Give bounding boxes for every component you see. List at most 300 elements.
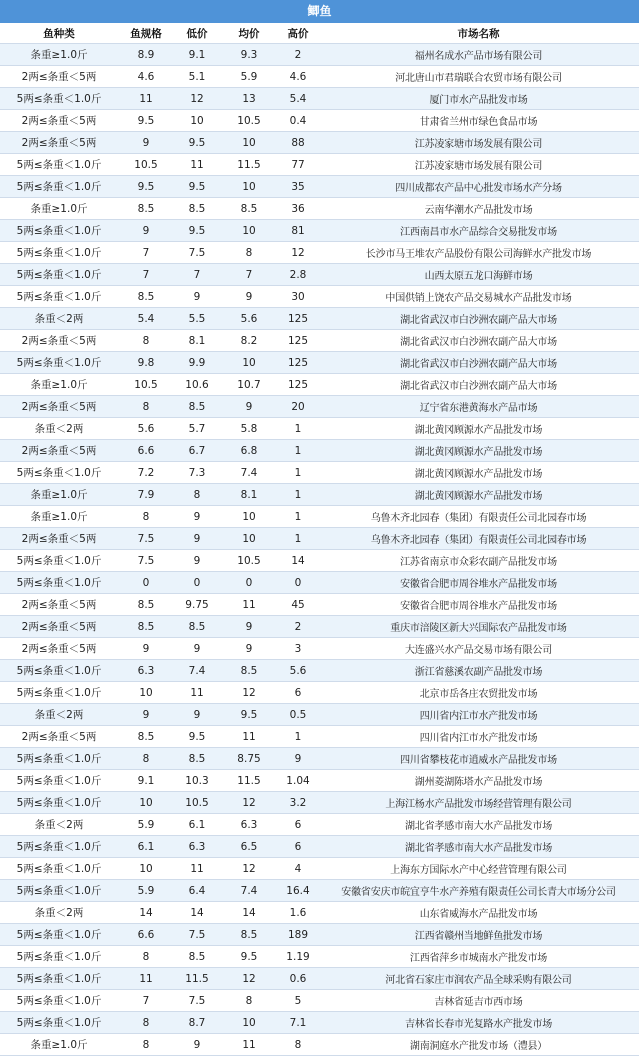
cell-market-name: 江苏省南京市众彩农副产品批发市场	[318, 550, 639, 572]
cell-avg-price: 8.1	[220, 484, 278, 506]
cell-high-price: 1	[278, 418, 318, 440]
cell-spec: 7.9	[118, 484, 174, 506]
cell-fish-type: 5两≤条重＜1.0斤	[0, 286, 118, 308]
cell-high-price: 125	[278, 330, 318, 352]
cell-fish-type: 5两≤条重＜1.0斤	[0, 88, 118, 110]
cell-low-price: 8.5	[174, 946, 220, 968]
cell-fish-type: 2两≤条重＜5两	[0, 396, 118, 418]
cell-avg-price: 9	[220, 638, 278, 660]
cell-high-price: 12	[278, 242, 318, 264]
table-row	[0, 660, 639, 682]
cell-high-price: 5	[278, 990, 318, 1012]
cell-fish-type: 条重≥1.0斤	[0, 1034, 118, 1056]
cell-avg-price: 10	[220, 1012, 278, 1034]
cell-avg-price: 14	[220, 902, 278, 924]
cell-fish-type: 条重＜2两	[0, 418, 118, 440]
cell-market-name: 湖北省武汉市白沙洲农副产品大市场	[318, 330, 639, 352]
header-market-name: 市场名称	[318, 23, 639, 44]
cell-low-price: 8	[174, 484, 220, 506]
cell-high-price: 4.6	[278, 66, 318, 88]
cell-high-price: 1	[278, 528, 318, 550]
cell-fish-type: 5两≤条重＜1.0斤	[0, 242, 118, 264]
cell-fish-type: 2两≤条重＜5两	[0, 528, 118, 550]
table-row	[0, 1034, 639, 1056]
cell-spec: 10.5	[118, 154, 174, 176]
cell-avg-price: 10.7	[220, 374, 278, 396]
cell-low-price: 8.5	[174, 748, 220, 770]
cell-fish-type: 5两≤条重＜1.0斤	[0, 748, 118, 770]
cell-low-price: 7.5	[174, 242, 220, 264]
cell-fish-type: 5两≤条重＜1.0斤	[0, 792, 118, 814]
cell-high-price: 36	[278, 198, 318, 220]
cell-market-name: 长沙市马王堆农产品股份有限公司海鲜水产批发市场	[318, 242, 639, 264]
cell-avg-price: 8	[220, 242, 278, 264]
cell-low-price: 12	[174, 88, 220, 110]
cell-market-name: 湖南洞庭水产批发市场（澧县）	[318, 1034, 639, 1056]
cell-market-name: 甘肃省兰州市绿色食品市场	[318, 110, 639, 132]
cell-spec: 8.5	[118, 594, 174, 616]
cell-spec: 9.1	[118, 770, 174, 792]
cell-high-price: 30	[278, 286, 318, 308]
cell-spec: 8	[118, 748, 174, 770]
cell-low-price: 11	[174, 682, 220, 704]
cell-low-price: 11	[174, 858, 220, 880]
table-row	[0, 198, 639, 220]
cell-spec: 11	[118, 88, 174, 110]
table-title: 鲫鱼	[0, 0, 639, 23]
header-high-price: 高价	[278, 23, 318, 44]
cell-low-price: 14	[174, 902, 220, 924]
cell-low-price: 6.1	[174, 814, 220, 836]
cell-market-name: 江西南昌市水产品综合交易批发市场	[318, 220, 639, 242]
cell-avg-price: 9.5	[220, 946, 278, 968]
cell-low-price: 9	[174, 1034, 220, 1056]
table-row	[0, 638, 639, 660]
cell-spec: 14	[118, 902, 174, 924]
table-row	[0, 506, 639, 528]
cell-avg-price: 10.5	[220, 550, 278, 572]
cell-avg-price: 9.3	[220, 44, 278, 66]
table-row	[0, 550, 639, 572]
cell-market-name: 辽宁省东港黄海水产品市场	[318, 396, 639, 418]
table-row	[0, 946, 639, 968]
cell-low-price: 11	[174, 154, 220, 176]
cell-market-name: 湖北黄冈顾源水产品批发市场	[318, 484, 639, 506]
cell-market-name: 四川省攀枝花市逍威水产品批发市场	[318, 748, 639, 770]
cell-avg-price: 9	[220, 286, 278, 308]
cell-spec: 5.9	[118, 814, 174, 836]
cell-fish-type: 5两≤条重＜1.0斤	[0, 660, 118, 682]
cell-spec: 8	[118, 1034, 174, 1056]
cell-high-price: 6	[278, 836, 318, 858]
cell-market-name: 湖北黄冈顾源水产品批发市场	[318, 418, 639, 440]
cell-fish-type: 5两≤条重＜1.0斤	[0, 462, 118, 484]
cell-high-price: 5.4	[278, 88, 318, 110]
cell-market-name: 上海江杨水产品批发市场经营管理有限公司	[318, 792, 639, 814]
cell-market-name: 安徽省合肥市周谷堆水产品批发市场	[318, 572, 639, 594]
cell-avg-price: 6.3	[220, 814, 278, 836]
cell-market-name: 江西省赣州当地鲜鱼批发市场	[318, 924, 639, 946]
table-row	[0, 902, 639, 924]
cell-market-name: 吉林省延吉市西市场	[318, 990, 639, 1012]
cell-fish-type: 5两≤条重＜1.0斤	[0, 770, 118, 792]
cell-avg-price: 11.5	[220, 154, 278, 176]
cell-fish-type: 5两≤条重＜1.0斤	[0, 946, 118, 968]
table-row	[0, 924, 639, 946]
cell-spec: 9	[118, 132, 174, 154]
cell-high-price: 4	[278, 858, 318, 880]
cell-avg-price: 5.8	[220, 418, 278, 440]
cell-avg-price: 9	[220, 616, 278, 638]
cell-low-price: 5.5	[174, 308, 220, 330]
cell-low-price: 7.5	[174, 924, 220, 946]
table-row	[0, 154, 639, 176]
cell-fish-type: 5两≤条重＜1.0斤	[0, 176, 118, 198]
cell-low-price: 9.75	[174, 594, 220, 616]
cell-spec: 7	[118, 990, 174, 1012]
cell-avg-price: 11	[220, 594, 278, 616]
table-row	[0, 858, 639, 880]
cell-market-name: 湖北黄冈顾源水产品批发市场	[318, 440, 639, 462]
table-row	[0, 418, 639, 440]
cell-low-price: 8.7	[174, 1012, 220, 1034]
table-row	[0, 792, 639, 814]
cell-fish-type: 2两≤条重＜5两	[0, 132, 118, 154]
cell-avg-price: 9.5	[220, 704, 278, 726]
cell-spec: 10	[118, 792, 174, 814]
cell-avg-price: 10	[220, 506, 278, 528]
cell-high-price: 0.4	[278, 110, 318, 132]
cell-low-price: 7.3	[174, 462, 220, 484]
cell-avg-price: 9	[220, 396, 278, 418]
cell-spec: 9.5	[118, 110, 174, 132]
cell-low-price: 5.1	[174, 66, 220, 88]
cell-spec: 8.5	[118, 616, 174, 638]
cell-fish-type: 2两≤条重＜5两	[0, 330, 118, 352]
cell-spec: 8.5	[118, 286, 174, 308]
table-row	[0, 308, 639, 330]
cell-high-price: 1	[278, 440, 318, 462]
cell-market-name: 山西太原五龙口海鲜市场	[318, 264, 639, 286]
cell-avg-price: 6.8	[220, 440, 278, 462]
table-row	[0, 286, 639, 308]
table-row	[0, 44, 639, 66]
cell-market-name: 安徽省合肥市周谷堆水产品批发市场	[318, 594, 639, 616]
cell-avg-price: 12	[220, 858, 278, 880]
cell-low-price: 9.5	[174, 220, 220, 242]
cell-high-price: 9	[278, 748, 318, 770]
cell-market-name: 河北省石家庄市润农产品全球采购有限公司	[318, 968, 639, 990]
cell-low-price: 6.3	[174, 836, 220, 858]
header-fish-type: 鱼种类	[0, 23, 118, 44]
cell-spec: 7	[118, 264, 174, 286]
cell-avg-price: 11	[220, 726, 278, 748]
cell-high-price: 16.4	[278, 880, 318, 902]
cell-fish-type: 5两≤条重＜1.0斤	[0, 880, 118, 902]
cell-spec: 9	[118, 220, 174, 242]
cell-avg-price: 13	[220, 88, 278, 110]
cell-spec: 10	[118, 858, 174, 880]
header-low-price: 低价	[174, 23, 220, 44]
cell-spec: 9.5	[118, 176, 174, 198]
table-row	[0, 968, 639, 990]
cell-fish-type: 5两≤条重＜1.0斤	[0, 924, 118, 946]
cell-fish-type: 5两≤条重＜1.0斤	[0, 858, 118, 880]
cell-high-price: 3.2	[278, 792, 318, 814]
cell-high-price: 5.6	[278, 660, 318, 682]
table-row	[0, 528, 639, 550]
table-row	[0, 374, 639, 396]
cell-low-price: 9.1	[174, 44, 220, 66]
cell-high-price: 1	[278, 462, 318, 484]
cell-market-name: 厦门市水产品批发市场	[318, 88, 639, 110]
cell-spec: 5.9	[118, 880, 174, 902]
cell-avg-price: 10	[220, 352, 278, 374]
cell-market-name: 湖北省孝感市南大水产品批发市场	[318, 836, 639, 858]
table-row	[0, 572, 639, 594]
cell-low-price: 9	[174, 528, 220, 550]
table-row	[0, 220, 639, 242]
table-row	[0, 66, 639, 88]
cell-high-price: 35	[278, 176, 318, 198]
cell-spec: 7.5	[118, 528, 174, 550]
table-row	[0, 396, 639, 418]
cell-market-name: 北京市岳各庄农贸批发市场	[318, 682, 639, 704]
cell-spec: 6.6	[118, 924, 174, 946]
cell-low-price: 10.5	[174, 792, 220, 814]
cell-fish-type: 5两≤条重＜1.0斤	[0, 682, 118, 704]
cell-high-price: 1	[278, 726, 318, 748]
cell-spec: 6.3	[118, 660, 174, 682]
cell-spec: 8	[118, 396, 174, 418]
cell-market-name: 湖北黄冈顾源水产品批发市场	[318, 462, 639, 484]
cell-high-price: 3	[278, 638, 318, 660]
table-row	[0, 462, 639, 484]
cell-spec: 7	[118, 242, 174, 264]
cell-spec: 11	[118, 968, 174, 990]
table-row	[0, 264, 639, 286]
table-row	[0, 748, 639, 770]
cell-fish-type: 5两≤条重＜1.0斤	[0, 154, 118, 176]
cell-avg-price: 5.6	[220, 308, 278, 330]
cell-avg-price: 11.5	[220, 770, 278, 792]
cell-spec: 6.1	[118, 836, 174, 858]
cell-low-price: 10.3	[174, 770, 220, 792]
cell-market-name: 山东省威海水产品批发市场	[318, 902, 639, 924]
cell-high-price: 88	[278, 132, 318, 154]
cell-fish-type: 条重≥1.0斤	[0, 484, 118, 506]
cell-avg-price: 12	[220, 968, 278, 990]
cell-fish-type: 条重＜2两	[0, 814, 118, 836]
cell-fish-type: 2两≤条重＜5两	[0, 594, 118, 616]
cell-spec: 10.5	[118, 374, 174, 396]
cell-market-name: 湖北省孝感市南大水产品批发市场	[318, 814, 639, 836]
cell-high-price: 1.04	[278, 770, 318, 792]
table-row	[0, 1012, 639, 1034]
cell-spec: 7.2	[118, 462, 174, 484]
table-body	[0, 44, 639, 1056]
table-row	[0, 814, 639, 836]
cell-spec: 9.8	[118, 352, 174, 374]
cell-fish-type: 5两≤条重＜1.0斤	[0, 836, 118, 858]
cell-fish-type: 5两≤条重＜1.0斤	[0, 220, 118, 242]
cell-spec: 8.5	[118, 726, 174, 748]
cell-avg-price: 7.4	[220, 880, 278, 902]
cell-high-price: 189	[278, 924, 318, 946]
cell-fish-type: 2两≤条重＜5两	[0, 440, 118, 462]
cell-market-name: 四川省内江市水产批发市场	[318, 726, 639, 748]
table-row	[0, 440, 639, 462]
price-table	[0, 23, 639, 1056]
cell-spec: 6.6	[118, 440, 174, 462]
cell-fish-type: 5两≤条重＜1.0斤	[0, 990, 118, 1012]
cell-avg-price: 10	[220, 132, 278, 154]
cell-high-price: 45	[278, 594, 318, 616]
cell-market-name: 湖北省武汉市白沙洲农副产品大市场	[318, 374, 639, 396]
cell-high-price: 0.5	[278, 704, 318, 726]
cell-market-name: 中国供销上饶农产品交易城水产品批发市场	[318, 286, 639, 308]
cell-low-price: 6.7	[174, 440, 220, 462]
cell-fish-type: 5两≤条重＜1.0斤	[0, 264, 118, 286]
cell-fish-type: 5两≤条重＜1.0斤	[0, 572, 118, 594]
table-row	[0, 616, 639, 638]
cell-fish-type: 5两≤条重＜1.0斤	[0, 968, 118, 990]
table-row	[0, 176, 639, 198]
cell-high-price: 20	[278, 396, 318, 418]
cell-high-price: 1.19	[278, 946, 318, 968]
cell-low-price: 8.1	[174, 330, 220, 352]
cell-low-price: 6.4	[174, 880, 220, 902]
cell-market-name: 吉林省长春市光复路水产批发市场	[318, 1012, 639, 1034]
table-row	[0, 770, 639, 792]
cell-market-name: 乌鲁木齐北园春（集团）有限责任公司北园春市场	[318, 528, 639, 550]
cell-high-price: 7.1	[278, 1012, 318, 1034]
cell-spec: 8	[118, 506, 174, 528]
cell-market-name: 湖北省武汉市白沙洲农副产品大市场	[318, 308, 639, 330]
cell-high-price: 77	[278, 154, 318, 176]
cell-avg-price: 8.5	[220, 198, 278, 220]
cell-high-price: 14	[278, 550, 318, 572]
cell-avg-price: 12	[220, 682, 278, 704]
cell-market-name: 重庆市涪陵区新大兴国际农产品批发市场	[318, 616, 639, 638]
cell-market-name: 湖北省武汉市白沙洲农副产品大市场	[318, 352, 639, 374]
table-row	[0, 990, 639, 1012]
cell-market-name: 江苏凌家塘市场发展有限公司	[318, 132, 639, 154]
cell-spec: 8.5	[118, 198, 174, 220]
cell-fish-type: 条重≥1.0斤	[0, 374, 118, 396]
table-row	[0, 726, 639, 748]
cell-fish-type: 条重＜2两	[0, 902, 118, 924]
table-row	[0, 484, 639, 506]
table-row	[0, 88, 639, 110]
header-avg-price: 均价	[220, 23, 278, 44]
cell-fish-type: 2两≤条重＜5两	[0, 616, 118, 638]
table-row	[0, 352, 639, 374]
cell-low-price: 5.7	[174, 418, 220, 440]
cell-low-price: 9	[174, 506, 220, 528]
cell-high-price: 6	[278, 814, 318, 836]
table-row	[0, 132, 639, 154]
cell-high-price: 1	[278, 506, 318, 528]
cell-high-price: 1.6	[278, 902, 318, 924]
cell-market-name: 福州名成水产品市场有限公司	[318, 44, 639, 66]
cell-high-price: 2	[278, 616, 318, 638]
header-row	[0, 23, 639, 44]
cell-spec: 8	[118, 946, 174, 968]
cell-market-name: 湖州菱湖陈塔水产品批发市场	[318, 770, 639, 792]
cell-low-price: 8.5	[174, 198, 220, 220]
cell-market-name: 四川成都农产品中心批发市场水产分场	[318, 176, 639, 198]
cell-high-price: 2	[278, 44, 318, 66]
cell-low-price: 8.5	[174, 616, 220, 638]
cell-market-name: 安徽省安庆市皖宜亨牛水产养殖有限责任公司长青大市场分公司	[318, 880, 639, 902]
cell-avg-price: 8.75	[220, 748, 278, 770]
cell-high-price: 2.8	[278, 264, 318, 286]
cell-spec: 0	[118, 572, 174, 594]
cell-avg-price: 10.5	[220, 110, 278, 132]
cell-fish-type: 条重≥1.0斤	[0, 506, 118, 528]
cell-spec: 10	[118, 682, 174, 704]
cell-low-price: 9	[174, 704, 220, 726]
table-row	[0, 242, 639, 264]
cell-fish-type: 5两≤条重＜1.0斤	[0, 550, 118, 572]
table-row	[0, 704, 639, 726]
cell-low-price: 9.5	[174, 176, 220, 198]
cell-high-price: 8	[278, 1034, 318, 1056]
cell-low-price: 9.5	[174, 726, 220, 748]
table-row	[0, 682, 639, 704]
cell-avg-price: 10	[220, 220, 278, 242]
cell-avg-price: 8.5	[220, 660, 278, 682]
table-row	[0, 110, 639, 132]
cell-avg-price: 10	[220, 176, 278, 198]
cell-avg-price: 5.9	[220, 66, 278, 88]
cell-fish-type: 2两≤条重＜5两	[0, 638, 118, 660]
cell-high-price: 6	[278, 682, 318, 704]
cell-avg-price: 6.5	[220, 836, 278, 858]
cell-low-price: 9	[174, 286, 220, 308]
cell-low-price: 7.4	[174, 660, 220, 682]
cell-fish-type: 条重＜2两	[0, 704, 118, 726]
cell-avg-price: 12	[220, 792, 278, 814]
cell-spec: 8	[118, 1012, 174, 1034]
cell-low-price: 9	[174, 638, 220, 660]
cell-market-name: 浙江省慈溪农副产品批发市场	[318, 660, 639, 682]
cell-fish-type: 条重≥1.0斤	[0, 44, 118, 66]
cell-fish-type: 2两≤条重＜5两	[0, 726, 118, 748]
cell-avg-price: 7.4	[220, 462, 278, 484]
cell-fish-type: 5两≤条重＜1.0斤	[0, 1012, 118, 1034]
cell-spec: 9	[118, 638, 174, 660]
cell-high-price: 0.6	[278, 968, 318, 990]
cell-spec: 5.4	[118, 308, 174, 330]
cell-spec: 4.6	[118, 66, 174, 88]
header-spec: 鱼规格	[118, 23, 174, 44]
cell-low-price: 8.5	[174, 396, 220, 418]
cell-fish-type: 2两≤条重＜5两	[0, 66, 118, 88]
cell-avg-price: 7	[220, 264, 278, 286]
cell-market-name: 江苏凌家塘市场发展有限公司	[318, 154, 639, 176]
cell-low-price: 7.5	[174, 990, 220, 1012]
cell-market-name: 江西省萍乡市城南水产批发市场	[318, 946, 639, 968]
cell-fish-type: 5两≤条重＜1.0斤	[0, 352, 118, 374]
cell-avg-price: 8.2	[220, 330, 278, 352]
cell-spec: 7.5	[118, 550, 174, 572]
cell-market-name: 云南华潮水产品批发市场	[318, 198, 639, 220]
cell-high-price: 0	[278, 572, 318, 594]
cell-fish-type: 2两≤条重＜5两	[0, 110, 118, 132]
cell-spec: 8	[118, 330, 174, 352]
